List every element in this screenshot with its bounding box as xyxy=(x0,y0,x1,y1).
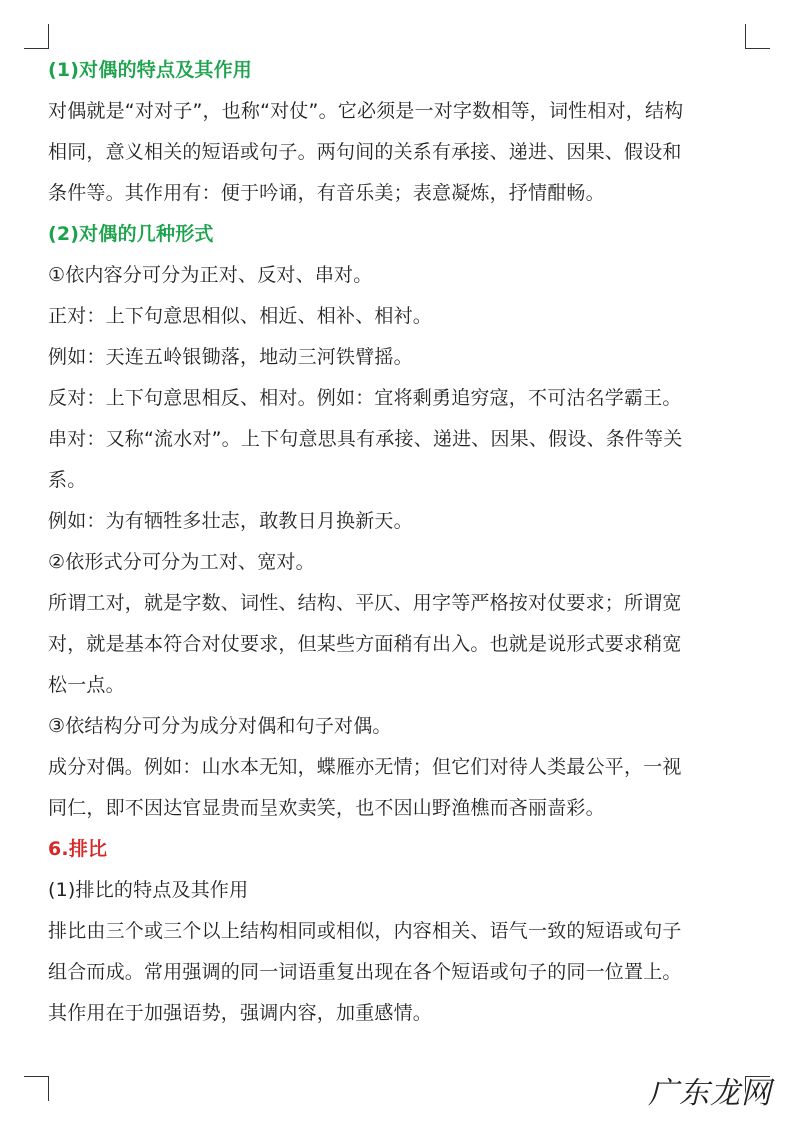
paragraph-line: 对，就是基本符合对仗要求，但某些方面稍有出入。也就是说形式要求稍宽 xyxy=(48,633,682,655)
paragraph-line: 相同，意义相关的短语或句子。两句间的关系有承接、递进、因果、假设和 xyxy=(48,141,682,163)
example-line: 例如：为有牺牲多壮志，敢教日月换新天。 xyxy=(48,510,413,532)
site-watermark: 广东龙网 xyxy=(648,1076,772,1111)
paragraph-line: 所谓工对，就是字数、词性、结构、平仄、用字等严格按对仗要求；所谓宽 xyxy=(48,592,682,614)
definition-fandui: 反对：上下句意思相反、相对。例如：宜将剩勇追穷寇，不可沽名学霸王。 xyxy=(48,387,682,409)
crop-mark-top-left xyxy=(24,24,49,49)
paragraph-line: 成分对偶。例如：山水本无知，蝶雁亦无情；但它们对待人类最公平，一视 xyxy=(48,756,682,778)
list-item-structure: ③依结构分可分为成分对偶和句子对偶。 xyxy=(48,715,392,737)
list-item-content: ①依内容分可分为正对、反对、串对。 xyxy=(48,264,373,286)
section-heading-paibi: 6.排比 xyxy=(48,838,108,860)
list-item-form: ②依形式分可分为工对、宽对。 xyxy=(48,551,315,573)
paragraph-line: 其作用在于加强语势，强调内容，加重感情。 xyxy=(48,1002,433,1024)
subheading-paibi-features: (1)排比的特点及其作用 xyxy=(48,879,249,901)
paragraph-line: 组合而成。常用强调的同一词语重复出现在各个短语或句子的同一位置上。 xyxy=(48,961,682,983)
definition-chuandui: 系。 xyxy=(48,469,87,491)
heading-duiou-features: (1)对偶的特点及其作用 xyxy=(48,59,252,81)
example-line: 例如：天连五岭银锄落，地动三河铁臂摇。 xyxy=(48,346,413,368)
heading-duiou-forms: (2)对偶的几种形式 xyxy=(48,223,214,245)
paragraph-line: 同仁，即不因达官显贵而呈欢卖笑，也不因山野渔樵而吝丽啬彩。 xyxy=(48,797,605,819)
crop-mark-bottom-left xyxy=(24,1076,49,1101)
paragraph-line: 松一点。 xyxy=(48,674,125,696)
definition-zhengdui: 正对：上下句意思相似、相近、相补、相衬。 xyxy=(48,305,433,327)
crop-mark-top-right xyxy=(745,24,770,49)
paragraph-line: 排比由三个或三个以上结构相同或相似，内容相关、语气一致的短语或句子 xyxy=(48,920,682,942)
document-body xyxy=(48,50,752,1034)
definition-chuandui: 串对：又称“流水对”。上下句意思具有承接、递进、因果、假设、条件等关 xyxy=(48,428,683,450)
paragraph-line: 条件等。其作用有：便于吟诵，有音乐美；表意凝炼，抒情酣畅。 xyxy=(48,182,605,204)
paragraph-line: 对偶就是“对对子”，也称“对仗”。它必须是一对字数相等，词性相对，结构 xyxy=(48,100,684,122)
